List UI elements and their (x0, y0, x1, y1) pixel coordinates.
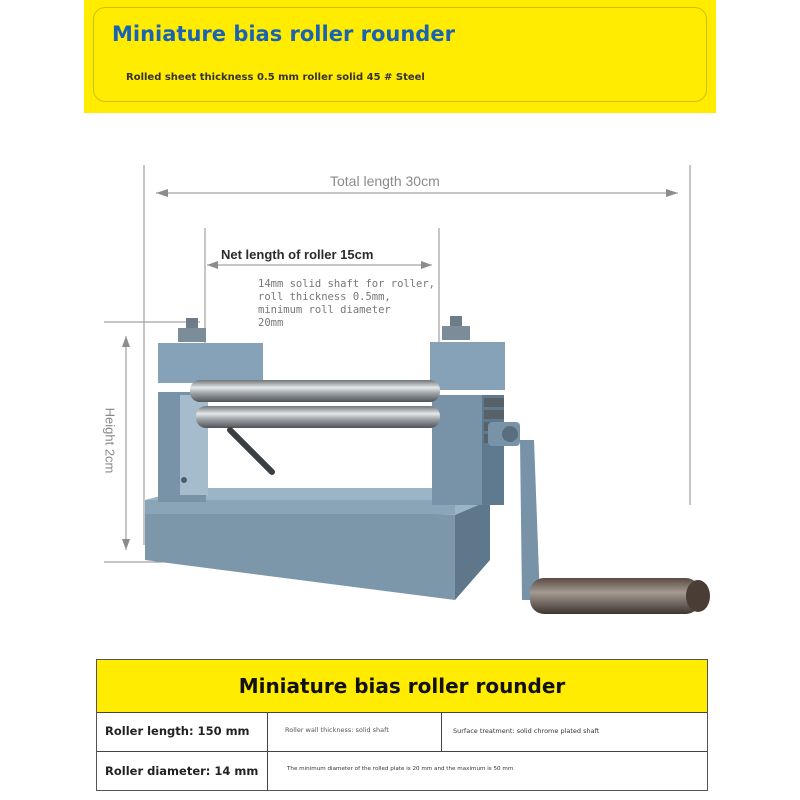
spec-table-title: Miniature bias roller rounder (238, 674, 566, 698)
table-cell (441, 712, 707, 751)
arrowhead-net-right (421, 261, 432, 269)
banner-subtitle: Rolled sheet thickness 0.5 mm roller solid 45 # Steel (126, 72, 425, 83)
roller-top (190, 380, 440, 402)
shaft-note-line: 14mm solid shaft for roller, (258, 278, 436, 290)
table-row (97, 752, 707, 791)
table-row (97, 712, 707, 752)
table-cell (267, 712, 442, 751)
spec-table (96, 659, 708, 791)
crank-handle (488, 422, 710, 614)
rollers (190, 380, 440, 428)
table-cell (267, 752, 707, 791)
arrowhead-net-left (207, 261, 218, 269)
roller-diameter-spec: Roller diameter: 14 mm (105, 764, 259, 778)
surface-treatment-spec: Surface treatment: solid chrome plated shaft (453, 727, 600, 735)
arrowhead-total-right (666, 189, 678, 197)
shaft-note-line: roll thickness 0.5mm, (258, 291, 391, 303)
table-cell (97, 712, 268, 751)
banner-title: Miniature bias roller rounder (112, 22, 455, 46)
tension-lever (230, 430, 272, 472)
spec-table-header (97, 660, 707, 713)
height-label: Height 2cm (102, 407, 118, 474)
net-length-label: Net length of roller 15cm (221, 247, 374, 262)
table-cell (97, 752, 268, 791)
roller-bottom (196, 406, 440, 428)
shaft-note-line: minimum roll diameter (258, 304, 391, 316)
right-frame (430, 316, 505, 505)
total-length-label: Total length 30cm (330, 173, 440, 189)
arrowhead-height-bottom (122, 539, 130, 550)
shaft-note-line: 20mm (258, 317, 284, 329)
shaft-note (258, 278, 435, 330)
arrowhead-height-top (122, 336, 130, 347)
roller-length-spec: Roller length: 150 mm (105, 724, 250, 738)
arrowhead-total-left (156, 189, 168, 197)
plate-diameter-note: The minimum diameter of the rolled plate is 20 mm and the maximum is 50 mm (287, 766, 514, 772)
wall-thickness-spec: Roller wall thickness: solid shaft (285, 726, 389, 734)
